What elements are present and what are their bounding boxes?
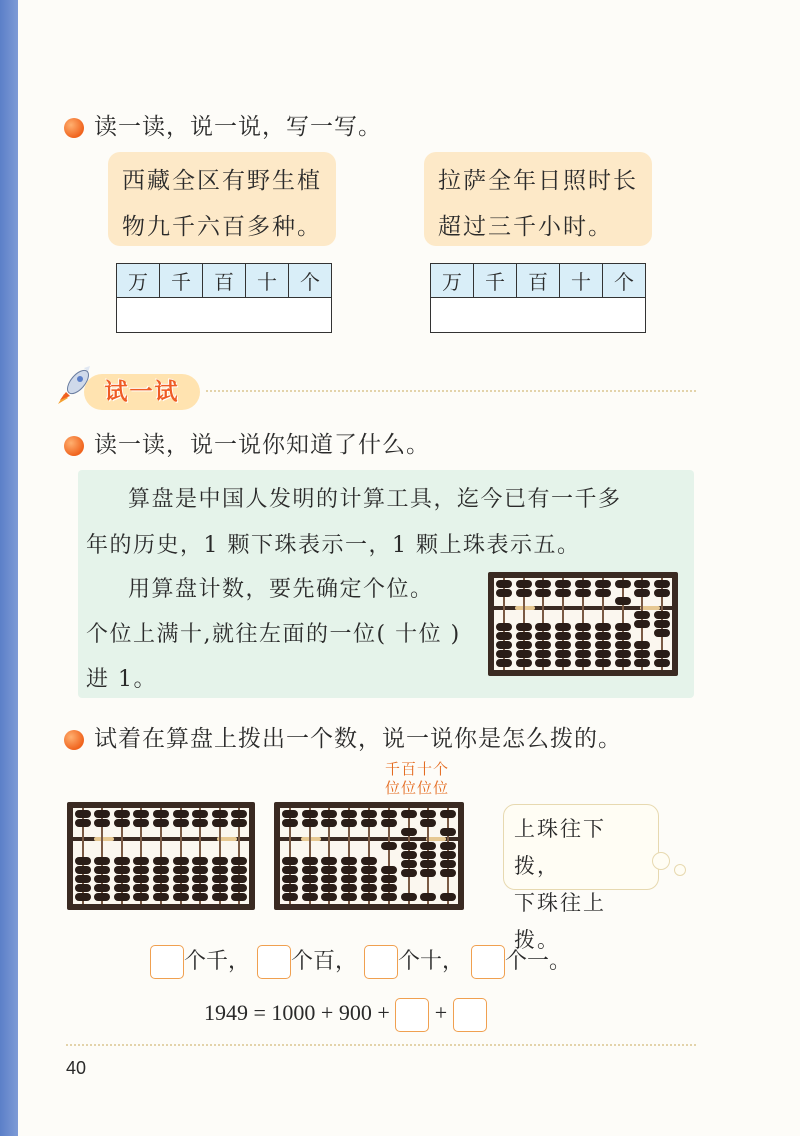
abacus-bead: [381, 810, 397, 818]
abacus-bead: [595, 632, 611, 640]
info-para2-line3: 进 1。: [86, 667, 157, 692]
abacus-bead: [341, 810, 357, 818]
abacus-bead: [555, 580, 571, 588]
info-para2-line2: 个位上满十,就往左面的一位( 十位 ): [86, 622, 461, 647]
abacus-bead: [192, 893, 208, 901]
abacus-bead: [440, 810, 456, 818]
abacus-bead: [516, 650, 532, 658]
abacus-bead: [75, 893, 91, 901]
abacus-bead: [496, 641, 512, 649]
abacus-bead: [634, 580, 650, 588]
abacus-image: [488, 572, 678, 676]
abacus-bead: [420, 842, 436, 850]
abacus-bead: [231, 893, 247, 901]
abacus-bead: [361, 884, 377, 892]
card-right-line1: 拉萨全年日照时长: [438, 168, 638, 194]
abacus-bead: [133, 884, 149, 892]
abacus-bead: [153, 875, 169, 883]
abacus-bead: [302, 810, 318, 818]
abacus-bead: [535, 580, 551, 588]
abacus-bead: [555, 623, 571, 631]
abacus-bead: [114, 893, 130, 901]
abacus-bead: [341, 866, 357, 874]
abacus-bead: [94, 875, 110, 883]
abacus-bead: [381, 893, 397, 901]
hint-line1: 上珠往下拨，: [514, 817, 606, 878]
footer-divider: [66, 1044, 696, 1046]
abacus-bead: [133, 857, 149, 865]
abacus-bead: [381, 884, 397, 892]
abacus-bead: [361, 810, 377, 818]
divider: [206, 390, 696, 392]
abacus-bead: [302, 884, 318, 892]
abacus-bead: [555, 650, 571, 658]
abacus-bead: [595, 650, 611, 658]
section3-heading: 试着在算盘上拨出一个数，说一说你是怎么拨的。: [64, 720, 622, 753]
abacus-bead: [212, 819, 228, 827]
abacus-bead: [654, 659, 670, 667]
place-header: 千: [474, 264, 517, 298]
abacus-bead: [595, 623, 611, 631]
abacus-bead: [575, 650, 591, 658]
abacus-bead: [381, 866, 397, 874]
answer-cell[interactable]: [431, 298, 646, 333]
abacus-bead: [516, 589, 532, 597]
abacus-bead: [496, 650, 512, 658]
place-header: 十: [560, 264, 603, 298]
abacus-bead: [516, 632, 532, 640]
abacus-bead: [282, 884, 298, 892]
abacus-bead: [94, 884, 110, 892]
place-header: 万: [431, 264, 474, 298]
bullet-icon: [64, 730, 84, 750]
abacus-bead: [361, 875, 377, 883]
abacus-bead: [634, 641, 650, 649]
info-para2-line1: 用算盘计数，要先确定个位。: [128, 577, 434, 602]
page-number: 40: [66, 1058, 87, 1078]
abacus-bead: [440, 851, 456, 859]
abacus-bead: [634, 611, 650, 619]
abacus-bead: [535, 623, 551, 631]
abacus-bead: [575, 623, 591, 631]
abacus-bead: [153, 819, 169, 827]
abacus-bead: [634, 620, 650, 628]
abacus-bead: [440, 828, 456, 836]
abacus-bead: [654, 611, 670, 619]
abacus-bead: [341, 857, 357, 865]
equation-row: 1949 = 1000 + 900 + +: [204, 998, 487, 1032]
abacus-bead: [282, 857, 298, 865]
place-header: 百: [517, 264, 560, 298]
abacus-bead: [231, 884, 247, 892]
abacus-bead: [654, 620, 670, 628]
abacus-bead: [75, 875, 91, 883]
abacus-bead: [173, 893, 189, 901]
abacus-bead: [321, 810, 337, 818]
abacus-bead: [575, 580, 591, 588]
abacus-bead: [192, 884, 208, 892]
abacus-bead: [575, 641, 591, 649]
abacus-bead: [133, 866, 149, 874]
abacus-bead: [341, 875, 357, 883]
abacus-bead: [341, 884, 357, 892]
abacus-bead: [114, 866, 130, 874]
abacus-bead: [94, 893, 110, 901]
abacus-bead: [575, 589, 591, 597]
abacus-bead: [231, 819, 247, 827]
card-right-line2: 超过三千小时。: [438, 214, 613, 240]
abacus-bead: [153, 893, 169, 901]
abacus-bead: [595, 659, 611, 667]
abacus-bead: [212, 884, 228, 892]
abacus-bead: [114, 875, 130, 883]
abacus-bead: [212, 866, 228, 874]
bubble-dot: [652, 852, 670, 870]
abacus-bead: [212, 810, 228, 818]
abacus-image: [274, 802, 464, 910]
abacus-bead: [420, 860, 436, 868]
abacus-bead: [321, 819, 337, 827]
abacus-bead: [114, 884, 130, 892]
abacus-bead: [321, 884, 337, 892]
abacus-bead: [94, 819, 110, 827]
abacus-bead: [401, 851, 417, 859]
abacus-bead: [615, 623, 631, 631]
section2-heading: 读一读，说一说你知道了什么。: [64, 426, 430, 459]
try-label: 试一试: [84, 374, 200, 410]
abacus-bead: [595, 589, 611, 597]
abacus-bead: [94, 866, 110, 874]
abacus-frame: [73, 808, 249, 904]
abacus-marker: [515, 606, 535, 610]
abacus-bead: [615, 641, 631, 649]
try-badge: [54, 370, 202, 412]
abacus-marker: [94, 837, 114, 841]
abacus-bead: [535, 650, 551, 658]
abacus-bead: [153, 810, 169, 818]
abacus-bead: [555, 641, 571, 649]
hint-line2: 下珠往上拨。: [514, 891, 606, 952]
abacus-bead: [615, 632, 631, 640]
abacus-bead: [615, 597, 631, 605]
abacus-bead: [575, 632, 591, 640]
abacus-bead: [153, 866, 169, 874]
abacus-bead: [302, 857, 318, 865]
abacus-bead: [282, 819, 298, 827]
abacus-bead: [654, 650, 670, 658]
abacus-bead: [321, 875, 337, 883]
abacus-marker: [301, 837, 321, 841]
fill-in-row: 个千， 个百， 个十， 个一。: [150, 944, 571, 979]
abacus-bead: [75, 819, 91, 827]
abacus-bead: [615, 650, 631, 658]
answer-box-qian[interactable]: [150, 945, 184, 979]
abacus-bead: [654, 629, 670, 637]
abacus-bead: [440, 860, 456, 868]
abacus-bead: [231, 857, 247, 865]
place-header: 个: [289, 264, 332, 298]
abacus-bead: [282, 893, 298, 901]
abacus-bead: [595, 580, 611, 588]
abacus-bead: [153, 884, 169, 892]
abacus-bead: [535, 589, 551, 597]
abacus-bead: [401, 893, 417, 901]
abacus-bead: [381, 875, 397, 883]
abacus-bead: [654, 589, 670, 597]
abacus-bead: [212, 875, 228, 883]
abacus-bead: [401, 869, 417, 877]
abacus-bead: [94, 810, 110, 818]
abacus-bead: [321, 893, 337, 901]
abacus-bead: [173, 819, 189, 827]
abacus-bead: [634, 659, 650, 667]
place-table-left: [116, 263, 332, 333]
abacus-bead: [496, 589, 512, 597]
abacus-bead: [595, 641, 611, 649]
abacus-bead: [192, 866, 208, 874]
abacus-bead: [282, 810, 298, 818]
abacus-bead: [173, 875, 189, 883]
card-left-line2: 物九千六百多种。: [122, 214, 322, 240]
abacus-bead: [302, 819, 318, 827]
place-header: 千: [160, 264, 203, 298]
abacus-bead: [440, 893, 456, 901]
answer-cell[interactable]: [117, 298, 332, 333]
abacus-bead: [114, 810, 130, 818]
abacus-bead: [516, 580, 532, 588]
bullet-icon: [64, 118, 84, 138]
abacus-frame: [280, 808, 458, 904]
abacus-bead: [535, 641, 551, 649]
place-header: 百: [203, 264, 246, 298]
abacus-bead: [173, 866, 189, 874]
abacus-bead: [114, 857, 130, 865]
abacus-bead: [401, 828, 417, 836]
abacus-marker: [640, 606, 660, 610]
abacus-bead: [75, 866, 91, 874]
page-edge-stripe: [0, 0, 18, 1136]
info-para1-line2: 年的历史，1 颗下珠表示一，1 颗上珠表示五。: [86, 533, 581, 558]
abacus-bead: [231, 866, 247, 874]
abacus-bead: [361, 857, 377, 865]
abacus-bead: [212, 857, 228, 865]
abacus-bead: [75, 857, 91, 865]
hint-bubble: [503, 804, 659, 952]
abacus-bead: [173, 884, 189, 892]
abacus-image: [67, 802, 255, 910]
info-para1-line1: 算盘是中国人发明的计算工具，迄今已有一千多: [128, 487, 622, 512]
bubble-dot: [674, 864, 686, 876]
abacus-bead: [401, 860, 417, 868]
abacus-bead: [420, 819, 436, 827]
abacus-bead: [516, 623, 532, 631]
abacus-bead: [114, 819, 130, 827]
abacus-bead: [133, 875, 149, 883]
place-header: 十: [246, 264, 289, 298]
abacus-bead: [133, 810, 149, 818]
abacus-frame: [494, 578, 672, 670]
abacus-bead: [75, 810, 91, 818]
abacus-bead: [516, 641, 532, 649]
abacus-bead: [516, 659, 532, 667]
abacus-bead: [535, 659, 551, 667]
card-left-line1: 西藏全区有野生植: [122, 168, 322, 194]
answer-box-ones[interactable]: [453, 998, 487, 1032]
abacus-bead: [381, 842, 397, 850]
abacus-bead: [361, 893, 377, 901]
answer-box-bai[interactable]: [257, 945, 291, 979]
abacus-bead: [575, 659, 591, 667]
abacus-bead: [615, 580, 631, 588]
abacus-bead: [401, 842, 417, 850]
abacus-bead: [401, 810, 417, 818]
abacus-bead: [361, 819, 377, 827]
abacus-bead: [192, 819, 208, 827]
abacus-bead: [212, 893, 228, 901]
abacus-bead: [555, 589, 571, 597]
card-right: [424, 152, 652, 246]
abacus-bead: [341, 893, 357, 901]
abacus-bead: [420, 851, 436, 859]
abacus-bead: [133, 819, 149, 827]
place-table-right: [430, 263, 646, 333]
abacus-bead: [75, 884, 91, 892]
card-left: [108, 152, 336, 246]
abacus-bead: [420, 869, 436, 877]
abacus-bead: [654, 580, 670, 588]
abacus-bead: [634, 589, 650, 597]
answer-box-tens[interactable]: [395, 998, 429, 1032]
abacus-bead: [381, 819, 397, 827]
abacus-bead: [302, 866, 318, 874]
abacus-bead: [535, 632, 551, 640]
place-header: 万: [117, 264, 160, 298]
abacus-bead: [496, 659, 512, 667]
abacus-bead: [420, 810, 436, 818]
abacus-bead: [302, 893, 318, 901]
abacus-bead: [341, 819, 357, 827]
abacus-marker: [426, 837, 446, 841]
abacus-bead: [282, 866, 298, 874]
bullet-icon: [64, 436, 84, 456]
section1-heading: 读一读，说一说，写一写。: [64, 108, 382, 141]
abacus-bead: [94, 857, 110, 865]
abacus-bead: [173, 857, 189, 865]
place-header: 个: [603, 264, 646, 298]
abacus-bead: [555, 632, 571, 640]
abacus-bead: [440, 842, 456, 850]
abacus-bead: [615, 659, 631, 667]
abacus-bead: [496, 623, 512, 631]
abacus-bead: [192, 875, 208, 883]
abacus-bead: [153, 857, 169, 865]
abacus-bead: [302, 875, 318, 883]
abacus-bead: [420, 893, 436, 901]
abacus-bead: [496, 632, 512, 640]
abacus-bead: [231, 875, 247, 883]
abacus-bead: [555, 659, 571, 667]
abacus-bead: [634, 650, 650, 658]
answer-box-yi[interactable]: [471, 945, 505, 979]
abacus-bead: [321, 857, 337, 865]
abacus-bead: [133, 893, 149, 901]
abacus-bead: [440, 869, 456, 877]
place-label: 千百十个 位位位位: [384, 760, 449, 797]
abacus-bead: [192, 857, 208, 865]
abacus-bead: [192, 810, 208, 818]
abacus-bead: [321, 866, 337, 874]
answer-box-shi[interactable]: [364, 945, 398, 979]
abacus-bead: [496, 580, 512, 588]
abacus-bead: [231, 810, 247, 818]
abacus-bead: [282, 875, 298, 883]
abacus-bead: [361, 866, 377, 874]
abacus-bead: [173, 810, 189, 818]
